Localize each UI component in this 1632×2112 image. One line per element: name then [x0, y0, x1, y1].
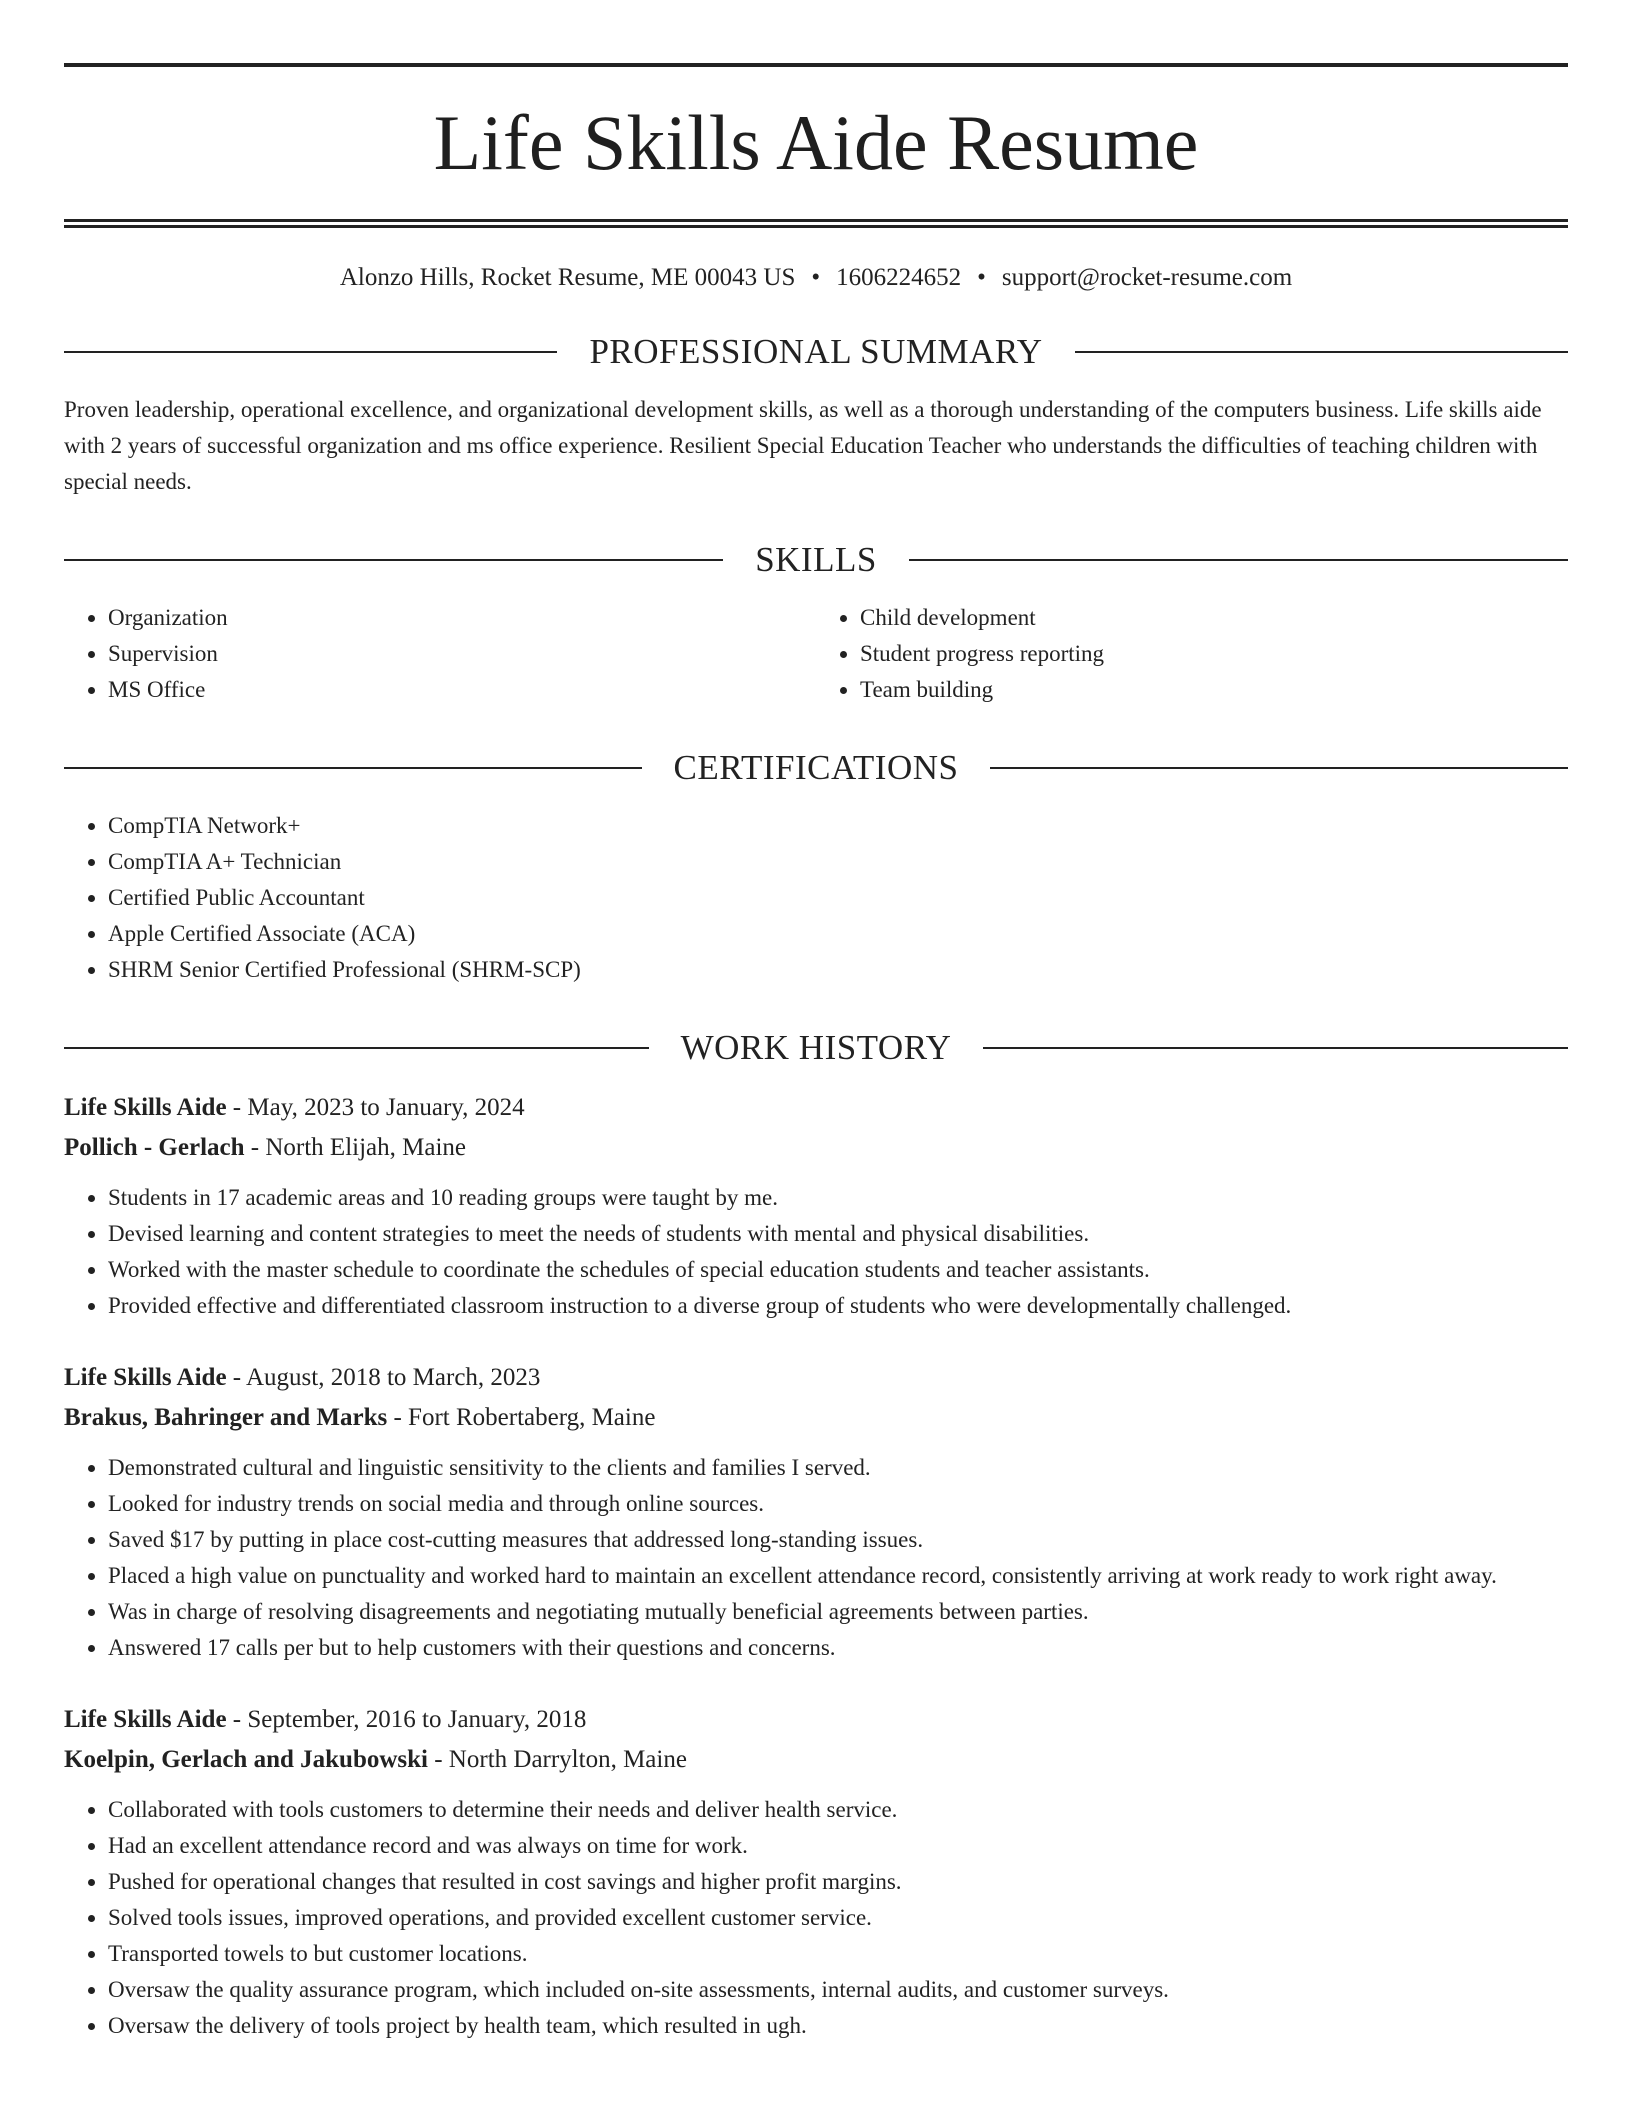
- section-title: WORK HISTORY: [680, 1028, 952, 1067]
- job-location: - North Darrylton, Maine: [427, 1746, 687, 1773]
- job-entry: [64, 1358, 1568, 1666]
- job-company: Pollich - Gerlach: [64, 1134, 245, 1161]
- certification-item: • Certified Public Accountant: [108, 880, 1568, 916]
- job-title: Life Skills Aide: [64, 1706, 227, 1733]
- job-bullet: • Oversaw the delivery of tools project by health team, which resulted in ugh.: [108, 2008, 1568, 2044]
- heading-rule-right: [983, 1047, 1568, 1049]
- job-bullet: • Placed a high value on punctuality and worked hard to maintain an excellent attendance record, consistently arriving at work ready to work right away.: [108, 1558, 1568, 1594]
- job-bullet: • Saved $17 by putting in place cost-cutting measures that addressed long-standing issues.: [108, 1522, 1568, 1558]
- section-title: SKILLS: [755, 540, 877, 579]
- certification-item: • SHRM Senior Certified Professional (SHRM-SCP): [108, 952, 1568, 988]
- contact-phone: 1606224652: [836, 264, 962, 291]
- job-bullets: [64, 1450, 1568, 1666]
- heading-rule-left: [64, 559, 723, 561]
- job-bullet: • Demonstrated cultural and linguistic sensitivity to the clients and families I served.: [108, 1450, 1568, 1486]
- job-company-line: [64, 1740, 1568, 1780]
- job-company: Koelpin, Gerlach and Jakubowski: [64, 1746, 428, 1773]
- section-heading-skills: [64, 540, 1568, 580]
- job-company: Brakus, Bahringer and Marks: [64, 1404, 388, 1431]
- job-entry: [64, 1700, 1568, 2044]
- job-bullet: • Answered 17 calls per but to help customers with their questions and concerns.: [108, 1630, 1568, 1666]
- top-rule: [64, 63, 1568, 67]
- job-bullet: • Worked with the master schedule to coordinate the schedules of special education students and teacher assistants.: [108, 1252, 1568, 1288]
- job-bullet: • Pushed for operational changes that resulted in cost savings and higher profit margins.: [108, 1864, 1568, 1900]
- section-title: CERTIFICATIONS: [673, 748, 959, 787]
- page-title: Life Skills Aide Resume: [433, 99, 1199, 186]
- job-bullet: • Oversaw the quality assurance program, which included on-site assessments, internal audits, and customer surveys.: [108, 1972, 1568, 2008]
- job-bullet: • Devised learning and content strategies to meet the needs of students with mental and physical disabilities.: [108, 1216, 1568, 1252]
- skills-column-left: [64, 600, 816, 708]
- skill-item: • Student progress reporting: [860, 636, 1568, 672]
- job-dates: - August, 2018 to March, 2023: [226, 1364, 541, 1391]
- job-dates: - May, 2023 to January, 2024: [226, 1094, 525, 1121]
- heading-rule-left: [64, 351, 557, 353]
- job-bullet: • Solved tools issues, improved operations, and provided excellent customer service.: [108, 1900, 1568, 1936]
- job-bullets: [64, 1792, 1568, 2044]
- job-bullet: • Had an excellent attendance record and was always on time for work.: [108, 1828, 1568, 1864]
- job-title: Life Skills Aide: [64, 1364, 227, 1391]
- heading-rule-left: [64, 1047, 649, 1049]
- job-bullet: • Collaborated with tools customers to determine their needs and deliver health service.: [108, 1792, 1568, 1828]
- certification-item: • Apple Certified Associate (ACA): [108, 916, 1568, 952]
- heading-rule-right: [990, 767, 1568, 769]
- heading-rule-left: [64, 767, 642, 769]
- job-location: - Fort Robertaberg, Maine: [387, 1404, 656, 1431]
- job-title-line: [64, 1700, 1568, 1740]
- section-heading-work-history: [64, 1028, 1568, 1068]
- section-title: PROFESSIONAL SUMMARY: [589, 332, 1043, 371]
- skills-column-right: [816, 600, 1568, 708]
- job-location: - North Elijah, Maine: [244, 1134, 467, 1161]
- certification-item: • CompTIA A+ Technician: [108, 844, 1568, 880]
- contact-email: support@rocket-resume.com: [1001, 264, 1293, 291]
- job-bullets: [64, 1180, 1568, 1324]
- skill-item: • Child development: [860, 600, 1568, 636]
- skill-item: • Supervision: [108, 636, 816, 672]
- job-title-line: [64, 1358, 1568, 1398]
- job-bullet: • Transported towels to but customer locations.: [108, 1936, 1568, 1972]
- job-company-line: [64, 1128, 1568, 1168]
- certifications-list: [64, 808, 1568, 988]
- contact-separator: •: [811, 264, 821, 291]
- job-title: Life Skills Aide: [64, 1094, 227, 1121]
- job-bullet: • Provided effective and differentiated classroom instruction to a diverse group of students who were developmentally challenged.: [108, 1288, 1568, 1324]
- job-bullet: • Looked for industry trends on social media and through online sources.: [108, 1486, 1568, 1522]
- section-heading-summary: [64, 332, 1568, 372]
- skill-item: • MS Office: [108, 672, 816, 708]
- job-title-line: [64, 1088, 1568, 1128]
- heading-rule-right: [1075, 351, 1568, 353]
- summary-text: Proven leadership, operational excellence, and organizational development skills, as well as a thorough understanding of the computers business. Life skills aide with 2 years of successful organization and ms office experience. Resilient Special Education Teacher who understands the difficulties of teaching children with special needs.: [64, 397, 1542, 494]
- job-entry: [64, 1088, 1568, 1324]
- job-bullet: • Students in 17 academic areas and 10 reading groups were taught by me.: [108, 1180, 1568, 1216]
- job-bullet: • Was in charge of resolving disagreements and negotiating mutually beneficial agreements between parties.: [108, 1594, 1568, 1630]
- title-double-rule: [64, 219, 1568, 228]
- contact-separator: •: [977, 264, 986, 291]
- job-company-line: [64, 1398, 1568, 1438]
- certification-item: • CompTIA Network+: [108, 808, 1568, 844]
- contact-address: Alonzo Hills, Rocket Resume, ME 00043 US: [339, 264, 796, 291]
- skills-list: [64, 600, 1568, 708]
- skill-item: • Team building: [860, 672, 1568, 708]
- skill-item: • Organization: [108, 600, 816, 636]
- section-heading-certifications: [64, 748, 1568, 788]
- contact-line: [64, 264, 1568, 292]
- heading-rule-right: [909, 559, 1568, 561]
- job-dates: - September, 2016 to January, 2018: [226, 1706, 587, 1733]
